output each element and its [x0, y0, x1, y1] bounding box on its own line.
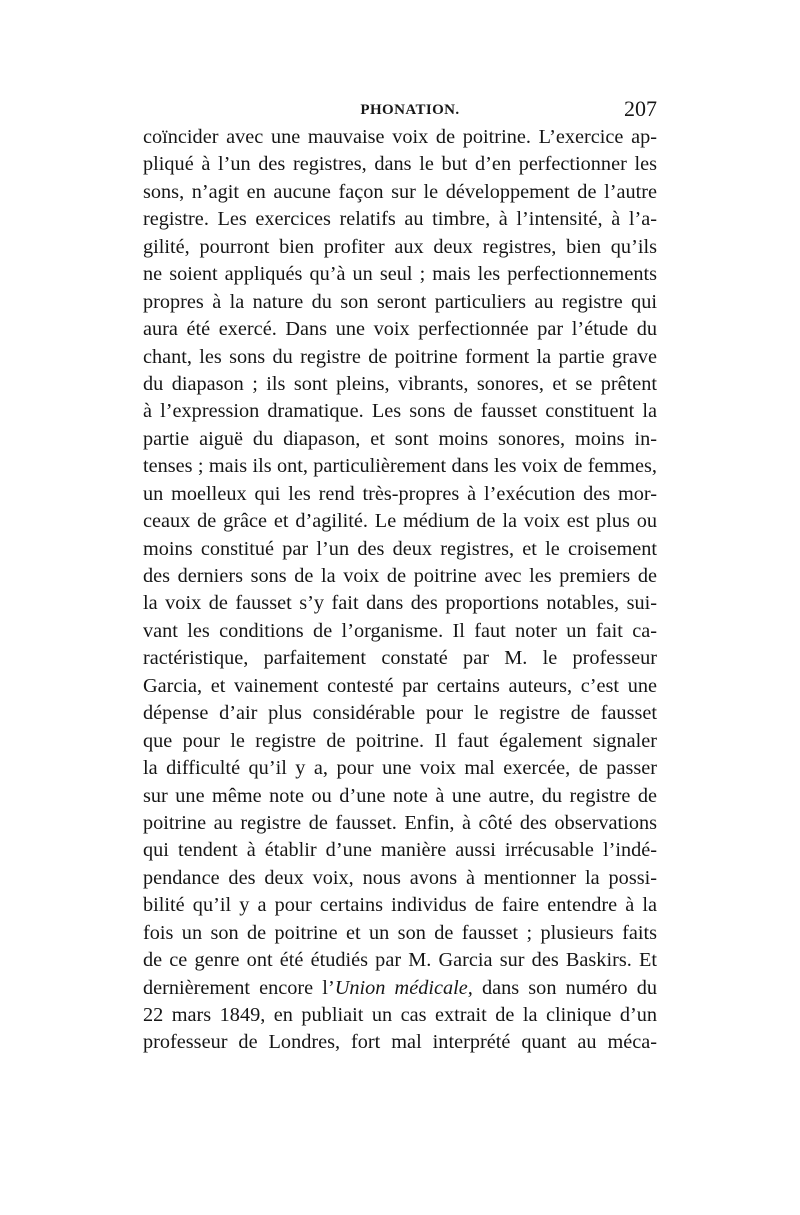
text-line: 22 mars 1849, en publiait un cas extrait de la clinique d’un	[143, 1004, 657, 1026]
text-line: la difficulté qu’il y a, pour une voix mal exercée, de passer	[143, 757, 657, 780]
text-line: ne soient appliqués qu’à un seul ; mais les perfectionnements	[143, 263, 657, 286]
text-line: registre. Les exercices relatifs au timbre, à l’intensité, à l’a-	[143, 208, 657, 231]
text-line: ceaux de grâce et d’agilité. Le médium de la voix est plus ou	[143, 510, 657, 533]
text-fragment: dans son numéro du	[472, 976, 657, 999]
text-line: moins constitué par l’un des deux registres, et le croisement	[143, 537, 657, 560]
text-line: que pour le registre de poitrine. Il faut également signaler	[143, 729, 657, 752]
text-line: vant les conditions de l’organisme. Il faut noter un fait ca-	[143, 619, 657, 642]
text-line: pliqué à l’un des registres, dans le but d’en perfectionner les	[143, 153, 657, 176]
text-line: dépense d’air plus considérable pour le registre de fausset	[143, 702, 657, 725]
text-line: coïncider avec une mauvaise voix de poitrine. L’exercice ap-	[143, 126, 657, 148]
text-line: fois un son de poitrine et un son de fausset ; plusieurs faits	[143, 921, 657, 944]
text-line: sons, n’agit en aucune façon sur le développement de l’autre	[143, 180, 657, 203]
running-title: PHONATION.	[360, 102, 460, 118]
text-line: tenses ; mais ils ont, particulièrement dans les voix de femmes,	[143, 455, 657, 478]
text-line: poitrine au registre de fausset. Enfin, à côté des observations	[143, 811, 657, 834]
text-line: sur une même note ou d’une note à une autre, du registre de	[143, 784, 657, 807]
text-line: ractéristique, parfaitement constaté par M. le professeur	[143, 647, 657, 670]
text-line: à l’expression dramatique. Les sons de fausset constituent la	[143, 400, 657, 423]
italic-journal-title: Union médicale,	[334, 976, 473, 999]
text-line: Garcia, et vainement contesté par certains auteurs, c’est une	[143, 674, 657, 697]
page-number: 207	[624, 96, 657, 121]
text-line: qui tendent à établir d’une manière aussi irrécusable l’indé-	[143, 839, 657, 862]
text-line-with-italic	[143, 975, 657, 1002]
text-line: de ce genre ont été étudiés par M. Garcia sur des Baskirs. Et	[143, 949, 657, 972]
text-line: des derniers sons de la voix de poitrine avec les premiers de	[143, 565, 657, 587]
text-line: partie aiguë du diapason, et sont moins sonores, moins in-	[143, 427, 657, 450]
text-line: un moelleux qui les rend très-propres à l’exécution des mor-	[143, 482, 657, 505]
text-line: aura été exercé. Dans une voix perfectionnée par l’étude du	[143, 318, 657, 341]
running-head	[143, 98, 657, 126]
text-line: bilité qu’il y a pour certains individus de faire entendre à la	[143, 894, 657, 917]
text-line: professeur de Londres, fort mal interprété quant au méca-	[143, 1031, 657, 1054]
text-line: du diapason ; ils sont pleins, vibrants, sonores, et se prêtent	[143, 372, 657, 395]
text-line: la voix de fausset s’y fait dans des proportions notables, sui-	[143, 592, 657, 615]
text-line: chant, les sons du registre de poitrine forment la partie grave	[143, 345, 657, 368]
text-line: propres à la nature du son seront particuliers au registre qui	[143, 290, 657, 313]
text-line: pendance des deux voix, nous avons à mentionner la possi-	[143, 866, 657, 889]
body-text	[143, 124, 657, 1057]
text-line: gilité, pourront bien profiter aux deux registres, bien qu’ils	[143, 235, 657, 258]
text-fragment: dernièrement encore l’	[143, 976, 335, 999]
